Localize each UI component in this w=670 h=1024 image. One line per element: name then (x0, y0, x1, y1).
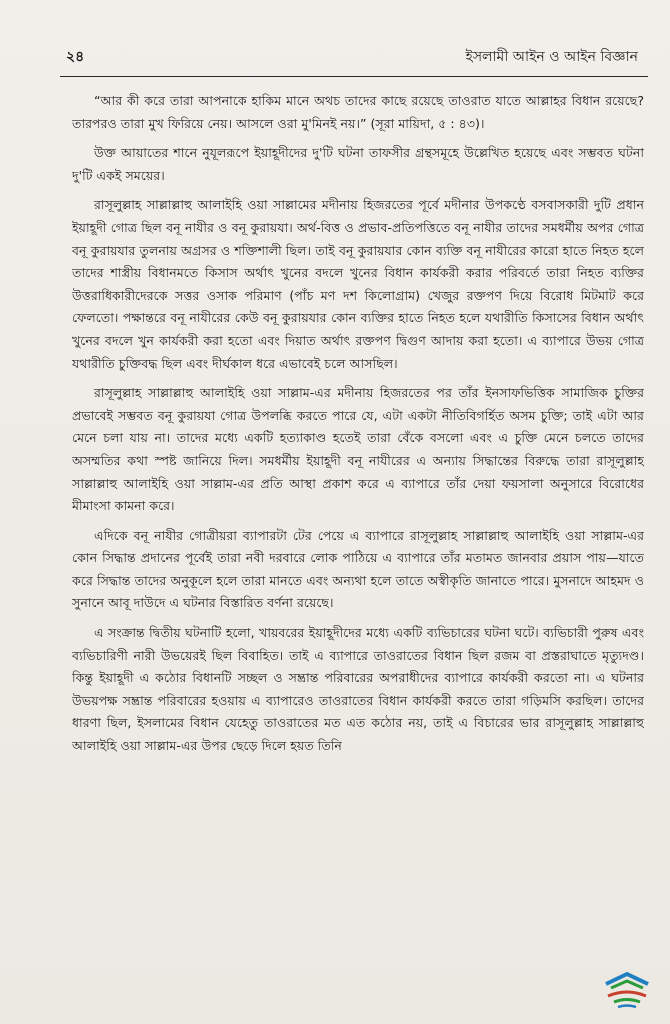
page-header (66, 44, 638, 70)
paragraph-1: “আর কী করে তারা আপনাকে হাকিম মানে অথচ তাদের কাছে রয়েছে তাওরাত যাতে আল্লাহর বিধান রয়েছে? তারপরও তারা মুখ ফিরিয়ে নেয়। আসলে ওরা মু'মিনই নয়।” (সূরা মায়িদা, ৫ : ৪৩)। (72, 93, 644, 131)
paragraph-4: রাসূলুল্লাহ সাল্লাল্লাহু আলাইহি ওয়া সাল্লাম-এর মদীনায় হিজরতের পর তাঁর ইনসাফভিত্তিক সামাজিক চুক্তির প্রভাবেই সম্ভবত বনূ কুরায়যা গোত্র উপলব্ধি করতে পারে যে, এটা একটা নীতিবিগর্হিত অসম চুক্তি; তাই এটা আর মেনে চলা যায় না। তাদের মধ্যে একটি হত্যাকাণ্ড হতেই তারা বেঁকে বসলো এবং এ চুক্তি মেনে চলতে তাদের অসম্মতির কথা স্পষ্ট জানিয়ে দিল। সমধর্মীয় ইয়াহূদী বনূ নাযীরের এ অন্যায় সিদ্ধান্তের বিরুদ্ধে তারা রাসূলুল্লাহ সাল্লাল্লাহু আলাইহি ওয়া সাল্লাম-এর প্রতি আস্থা প্রকাশ করে এ ব্যাপারে তাঁর দেয়া ফয়সালা অনুসারে বিরোধের মীমাংসা কামনা করে। (72, 385, 644, 514)
paragraph-6: এ সংক্রান্ত দ্বিতীয় ঘটনাটি হলো, খায়বরের ইয়াহূদীদের মধ্যে একটি ব্যভিচারের ঘটনা ঘটে। ব্যভিচারী পুরুষ এবং ব্যভিচারিণী নারী উভয়েরই ছিল বিবাহিত। তাই এ ব্যাপারে তাওরাতের বিধান ছিল রজম বা প্রস্তরাঘাতে মৃত্যুদণ্ড। কিন্তু ইয়াহূদী এ কঠোর বিধানটি সচ্ছল ও সম্ভ্রান্ত পরিবারের অপরাধীদের ব্যাপারে কার্যকরী করতো না। এ ঘটনার উভয়পক্ষ সম্ভ্রান্ত পরিবারের হওয়ায় এ ব্যাপারেও তাওরাতের বিধান কার্যকরী করতে তারা গড়িমসি করছিল। তাদের ধারণা ছিল, ইসলামের বিধান যেহেতু তাওরাতের মত এত কঠোর নয়, তাই এ বিচারের ভার রাসূলুল্লাহ সাল্লাল্লাহু আলাইহি ওয়া সাল্লাম-এর উপর ছেড়ে দিলে হয়ত তিনি (72, 625, 644, 754)
header-rule (60, 76, 648, 77)
paragraph-3: রাসূলুল্লাহ সাল্লাল্লাহু আলাইহি ওয়া সাল্লামের মদীনায় হিজরতের পূর্বে মদীনার উপকণ্ঠে বসবাসকারী দুটি প্রধান ইয়াহূদী গোত্র ছিল বনূ নাযীর ও বনূ কুরায়যা। অর্থ-বিত্ত ও প্রভাব-প্রতিপত্তিতে বনূ নাযীর তাদের সমধর্মীয় অপর গোত্র বনূ কুরায়যার তুলনায় অগ্রসর ও শক্তিশালী ছিল। তাই বনূ কুরায়যার কোন ব্যক্তি বনূ নাযীরের কারো হাতে নিহত হলে তাদের শাস্ত্রীয় বিধানমতে কিসাস অর্থাৎ খুনের বদলে খুনের বিধান কার্যকরী করার পরিবর্তে তারা নিহত ব্যক্তির উত্তরাধিকারীদেরকে সত্তর ওসাক পরিমাণ (পাঁচ মণ দশ কিলোগ্রাম) খেজুর রক্তপণ দিয়ে বিরোধ মিটমাট করে ফেলতো। পক্ষান্তরে বনূ নাযীরের কেউ বনূ কুরায়যার কোন ব্যক্তির হাতে নিহত হলে যথারীতি কিসাসের বিধান অর্থাৎ খুনের বদলে খুন কার্যকরী করা হতো এবং দিয়াত অর্থাৎ রক্তপণ দ্বিগুণ আদায় করা হতো। এ ব্যাপারে উভয় গোত্র যথারীতি চুক্তিবদ্ধ ছিল এবং দীর্ঘকাল ধরে এভাবেই চলে আসছিল। (72, 197, 644, 371)
page-body (72, 90, 644, 984)
paragraph-5: এদিকে বনূ নাযীর গোত্রীয়রা ব্যাপারটা টের পেয়ে এ ব্যাপারে রাসূলুল্লাহ সাল্লাল্লাহু আলাইহি ওয়া সাল্লাম-এর কোন সিদ্ধান্ত প্রদানের পূর্বেই তারা নবী দরবারে লোক পাঠিয়ে এ ব্যাপারে তাঁর মতামত জানবার প্রয়াস পায়—যাতে করে সিদ্ধান্ত তাদের অনুকূলে হলে তারা মানতে এবং অন্যথা হলে তাতে অস্বীকৃতি জানাতে পারে। মুসনাদে আহমদ ও সুনানে আবূ দাউদে এ ঘটনার বিস্তারিত বর্ণনা রয়েছে। (72, 527, 644, 611)
running-title: ইসলামী আইন ও আইন বিজ্ঞান (465, 49, 638, 65)
paragraph-2: উক্ত আয়াতের শানে নুযূলরূপে ইয়াহূদীদের দু'টি ঘটনা তাফসীর গ্রন্থসমূহে উল্লেখিত হয়েছে এবং সম্ভবত ঘটনা দু'টি একই সময়ের। (72, 145, 644, 183)
publisher-logo-icon (598, 970, 656, 1012)
page-number: ২৪ (66, 49, 85, 65)
